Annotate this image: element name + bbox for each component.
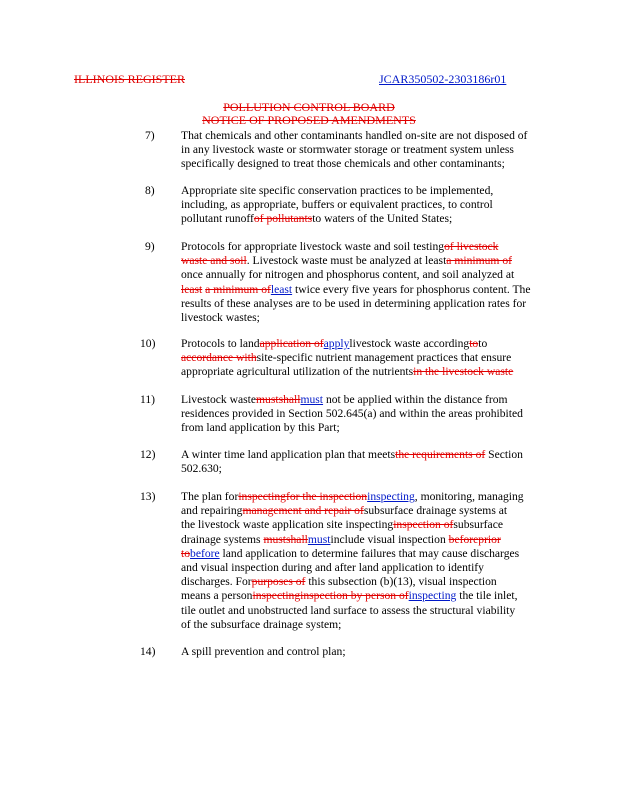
- notice-title: NOTICE OF PROPOSED AMENDMENTS: [202, 113, 416, 127]
- document-page: ILLINOIS REGISTER JCAR350502-2303186r01 POLLUTION CONTROL BOARD NOTICE OF PROPOSED AMENDMENTS 7) That chemicals and other contaminants handled on-site are not disposed of in any livestock waste or stormwater storage or treatment system unless specifically designed to treat those chemicals and other contaminants; 8) Appropriate site specific conservation practices to be implemented, including, as appropriate, buffers or equivalent practices, to control pollutant runoffof pollutantsto waters of the United States; 9) Protocols for appropriate livestock waste and soil testingof livestock waste and soil. Livestock waste must be analyzed at leasta minimum of once annually for nitrogen and phosphorus content, and soil analyzed at least a minimum ofleast twice every five years for phosphorus content. The results of these analyses are to be used in determining application rates for livestock wastes; 10) Protocols to landapplication ofapplylivestock waste accordingtoto accordance withsite-specific nutrient management practices that ensure appropriate agricultural utilization of the nutrientsin the livestock waste 11) Livestock wastemustshallmust not be applied within the distance from residences provided in Section 502.645(a) and within the areas prohibited from land application by this Part; 12) A winter time land application plan that meetsthe requirements of Section 502.630; 13) The plan forinspectingfor the inspectioninspecting, monitoring, managing and repairingmanagement and repair ofsubsurface drainage systems at the livestock waste application site inspectinginspection ofsubsurface drainage systems mustshallmustinclude visual inspection beforeprior tobefore land application to determine failures that may cause discharges and visual inspection during and after land application to identify discharges. Forpurposes of this subsection (b)(13), visual inspection means a personinspectinginspection by person ofinspecting the tile inlet, tile outlet and unobstructed land surface to assess the structural viability of the subsurface drainage system; 14) A spill prevention and control plan;: [0, 0, 618, 800]
- register-name: ILLINOIS REGISTER: [74, 72, 185, 86]
- jcar-code-text: JCAR350502-2303186r01: [379, 72, 507, 86]
- agency-title: POLLUTION CONTROL BOARD: [223, 100, 395, 114]
- jcar-code: [379, 72, 506, 87]
- item-number: 11): [140, 393, 156, 406]
- item-number: 7): [145, 129, 155, 142]
- item-number: 8): [145, 184, 155, 197]
- item-number: 9): [145, 240, 155, 253]
- item-number: 10): [140, 337, 156, 350]
- item-number: 14): [140, 645, 156, 658]
- item-number: 13): [140, 490, 156, 503]
- item-number: 12): [140, 448, 156, 461]
- register-header: [74, 72, 185, 87]
